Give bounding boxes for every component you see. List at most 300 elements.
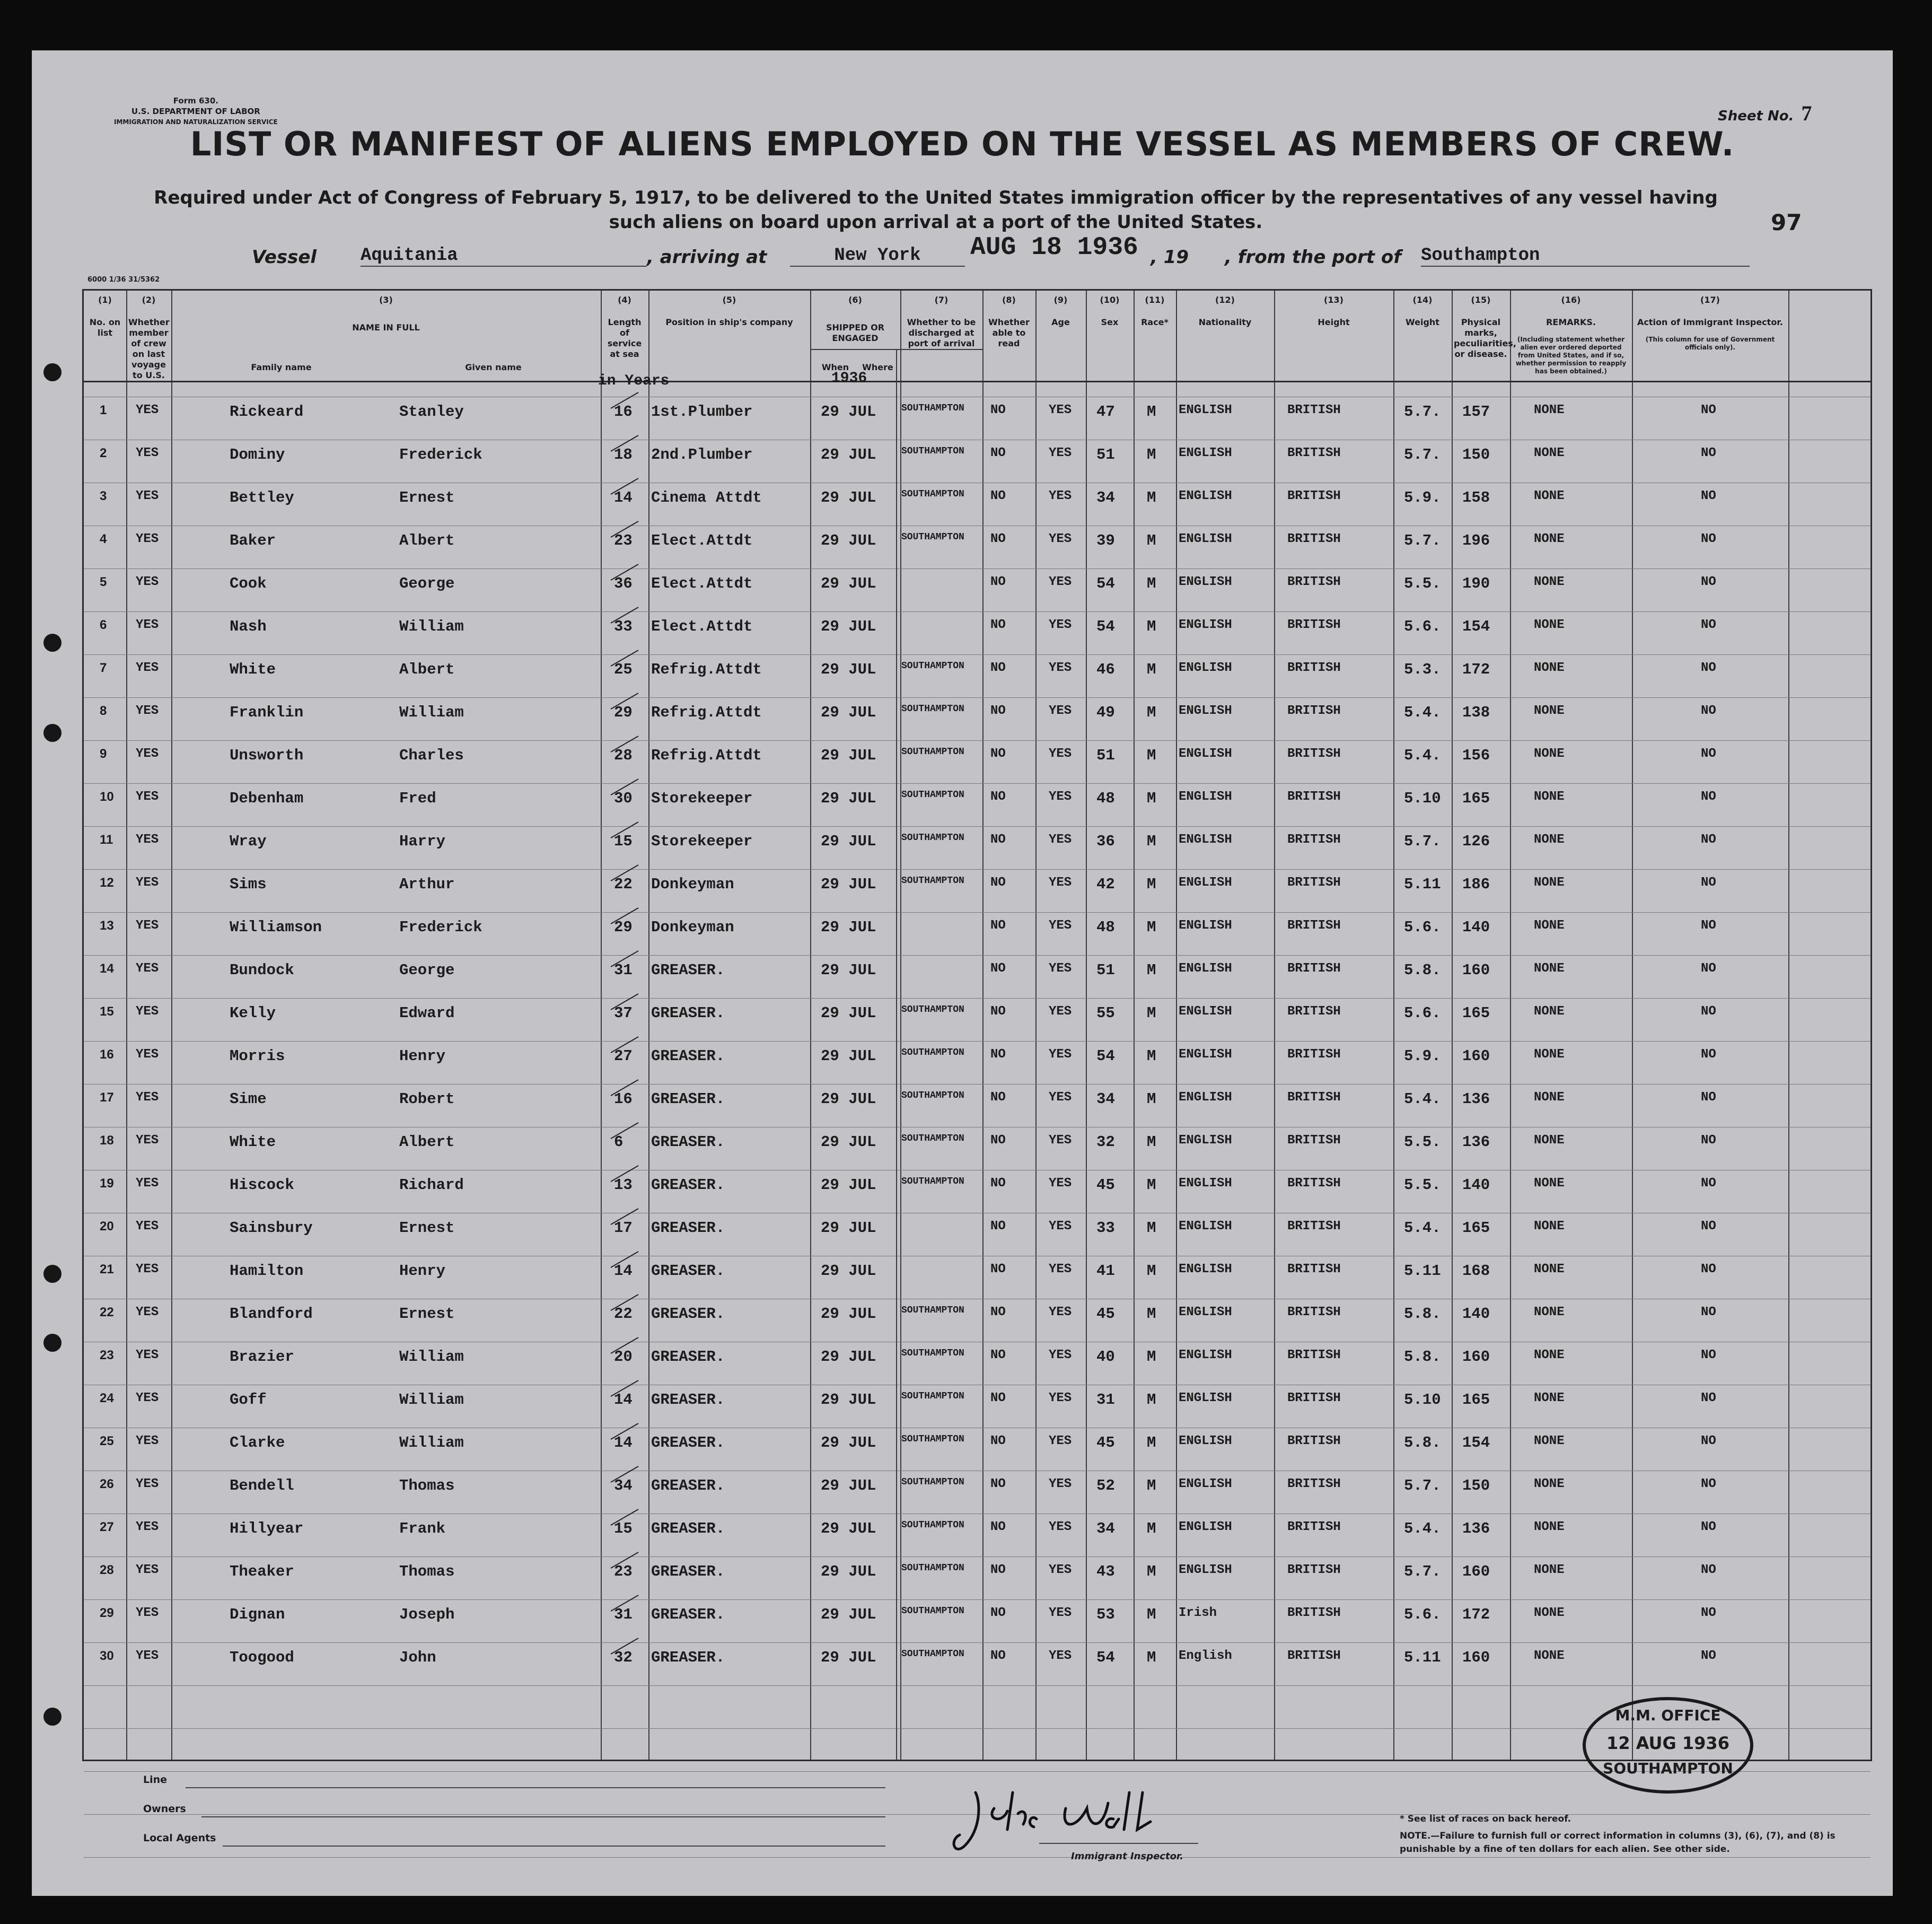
column-number: (11) bbox=[1145, 295, 1165, 305]
physical-marks: NONE bbox=[1534, 1176, 1565, 1191]
ship-position: GREASER. bbox=[651, 1649, 725, 1666]
age: 33 bbox=[1096, 1219, 1115, 1237]
column-number: (5) bbox=[722, 295, 736, 305]
family-name: Dignan bbox=[230, 1606, 285, 1623]
service-years: 30 bbox=[614, 790, 633, 807]
column-heading: Weight bbox=[1406, 317, 1439, 327]
ship-position: Cinema Attdt bbox=[651, 489, 762, 506]
shipped-when: 29 JUL bbox=[821, 1133, 876, 1151]
race: ENGLISH bbox=[1179, 833, 1232, 847]
race: ENGLISH bbox=[1179, 1090, 1232, 1105]
row-number: 25 bbox=[100, 1434, 114, 1448]
race: ENGLISH bbox=[1179, 1133, 1232, 1148]
physical-marks: NONE bbox=[1534, 919, 1565, 933]
weight: 154 bbox=[1462, 618, 1490, 635]
binder-hole bbox=[43, 363, 62, 381]
sex: M bbox=[1147, 1563, 1156, 1580]
given-name: John bbox=[399, 1649, 436, 1666]
discharged: NO bbox=[990, 1090, 1006, 1105]
discharged: NO bbox=[990, 618, 1006, 632]
header-rule bbox=[84, 381, 1870, 382]
family-name: Hillyear bbox=[230, 1520, 304, 1537]
binder-hole bbox=[43, 724, 62, 742]
race: ENGLISH bbox=[1179, 1004, 1232, 1019]
age: 34 bbox=[1096, 1520, 1115, 1537]
sex: M bbox=[1147, 1305, 1156, 1323]
shipped-when: 29 JUL bbox=[821, 1391, 876, 1409]
stamp-bottom-text: SOUTHAMPTON bbox=[1603, 1760, 1733, 1777]
column-rule bbox=[126, 291, 127, 1760]
age: 36 bbox=[1096, 833, 1115, 850]
height: 5.10 bbox=[1404, 1391, 1441, 1409]
race: ENGLISH bbox=[1179, 1305, 1232, 1319]
row-number: 30 bbox=[100, 1649, 114, 1663]
able-to-read: YES bbox=[1049, 1520, 1072, 1534]
row-rule bbox=[84, 912, 1870, 913]
row-number: 4 bbox=[100, 532, 107, 546]
able-to-read: YES bbox=[1049, 790, 1072, 804]
row-rule bbox=[84, 826, 1870, 827]
arriving-label: , arriving at bbox=[647, 247, 767, 268]
able-to-read: YES bbox=[1049, 1348, 1072, 1362]
physical-marks: NONE bbox=[1534, 1391, 1565, 1405]
weight: 165 bbox=[1462, 1219, 1490, 1237]
shipped-when: 29 JUL bbox=[821, 1434, 876, 1451]
discharged: NO bbox=[990, 1391, 1006, 1405]
race: ENGLISH bbox=[1179, 1391, 1232, 1405]
arrival-date-stamp: AUG 18 1936 bbox=[970, 233, 1138, 262]
able-to-read: YES bbox=[1049, 661, 1072, 675]
ship-position: GREASER. bbox=[651, 1391, 725, 1409]
height: 5.6. bbox=[1404, 1606, 1441, 1623]
nationality: BRITISH bbox=[1287, 1606, 1341, 1620]
last-voyage: YES bbox=[136, 618, 159, 632]
last-voyage: YES bbox=[136, 961, 159, 976]
shipped-where: SOUTHAMPTON bbox=[901, 1563, 964, 1573]
discharged: NO bbox=[990, 1133, 1006, 1148]
physical-marks: NONE bbox=[1534, 1434, 1565, 1448]
discharged: NO bbox=[990, 1520, 1006, 1534]
row-rule bbox=[84, 654, 1870, 655]
nationality: BRITISH bbox=[1287, 876, 1341, 890]
column-heading: Whether member of crew on last voyage to U.S. bbox=[128, 317, 170, 380]
ship-position: GREASER. bbox=[651, 1305, 725, 1323]
family-name: Nash bbox=[230, 618, 267, 635]
family-name: Goff bbox=[230, 1391, 267, 1409]
column-number: (17) bbox=[1700, 295, 1720, 305]
race: ENGLISH bbox=[1179, 1434, 1232, 1448]
family-name: Wray bbox=[230, 833, 267, 850]
column-subheading: Given name bbox=[465, 362, 522, 372]
column-note: (This column for use of Government officials only). bbox=[1645, 336, 1775, 351]
column-heading: Physical marks, peculiarities, or disease. bbox=[1454, 317, 1516, 359]
discharged: NO bbox=[990, 1348, 1006, 1362]
given-name: William bbox=[399, 618, 464, 635]
column-rule bbox=[171, 291, 172, 1760]
given-name: George bbox=[399, 575, 455, 592]
row-number: 24 bbox=[100, 1391, 114, 1405]
discharged: NO bbox=[990, 1434, 1006, 1448]
row-number: 19 bbox=[100, 1176, 114, 1191]
physical-marks: NONE bbox=[1534, 876, 1565, 890]
nationality: BRITISH bbox=[1287, 919, 1341, 933]
race: ENGLISH bbox=[1179, 919, 1232, 933]
last-voyage: YES bbox=[136, 1649, 159, 1663]
row-rule bbox=[84, 1556, 1870, 1557]
family-name: Unsworth bbox=[230, 747, 304, 764]
page-subtitle: Required under Act of Congress of February 5, 1917, to be delivered to the United States immigration officer by the representatives of any vessel having such aliens on board upon arrival at a port of the United States. bbox=[154, 187, 1718, 233]
service-years: 22 bbox=[614, 1305, 633, 1323]
race: ENGLISH bbox=[1179, 704, 1232, 718]
service-years: 23 bbox=[614, 1563, 633, 1580]
able-to-read: YES bbox=[1049, 1133, 1072, 1148]
given-name: William bbox=[399, 1348, 464, 1366]
remarks: NO bbox=[1701, 1133, 1716, 1148]
able-to-read: YES bbox=[1049, 1176, 1072, 1191]
shipped-when: 29 JUL bbox=[821, 1047, 876, 1065]
discharged: NO bbox=[990, 532, 1006, 546]
last-voyage: YES bbox=[136, 1219, 159, 1234]
shipped-when: 29 JUL bbox=[821, 919, 876, 936]
physical-marks: NONE bbox=[1534, 1219, 1565, 1234]
remarks: NO bbox=[1701, 575, 1716, 589]
column-number: (15) bbox=[1471, 295, 1491, 305]
shipped-when: 29 JUL bbox=[821, 790, 876, 807]
column-rule bbox=[1788, 291, 1789, 1760]
weight: 140 bbox=[1462, 1305, 1490, 1323]
ship-position: GREASER. bbox=[651, 1133, 725, 1151]
remarks: NO bbox=[1701, 833, 1716, 847]
column-number: (8) bbox=[1002, 295, 1016, 305]
row-number: 6 bbox=[100, 618, 107, 632]
discharged: NO bbox=[990, 790, 1006, 804]
family-name: Baker bbox=[230, 532, 276, 549]
weight: 154 bbox=[1462, 1434, 1490, 1451]
shipped-where: SOUTHAMPTON bbox=[901, 532, 964, 543]
column-number: (13) bbox=[1324, 295, 1343, 305]
able-to-read: YES bbox=[1049, 1477, 1072, 1491]
last-voyage: YES bbox=[136, 446, 159, 460]
remarks: NO bbox=[1701, 1649, 1716, 1663]
ship-position: GREASER. bbox=[651, 1348, 725, 1366]
sex: M bbox=[1147, 1391, 1156, 1409]
shipped-when: 29 JUL bbox=[821, 1004, 876, 1022]
height: 5.8. bbox=[1404, 1348, 1441, 1366]
able-to-read: YES bbox=[1049, 532, 1072, 546]
remarks: NO bbox=[1701, 1090, 1716, 1105]
shipped-where: SOUTHAMPTON bbox=[901, 1477, 964, 1488]
discharged: NO bbox=[990, 1606, 1006, 1620]
discharged: NO bbox=[990, 575, 1006, 589]
family-name: Clarke bbox=[230, 1434, 285, 1451]
nationality: BRITISH bbox=[1287, 1004, 1341, 1019]
age: 54 bbox=[1096, 1649, 1115, 1666]
sex: M bbox=[1147, 403, 1156, 421]
shipped-when: 29 JUL bbox=[821, 833, 876, 850]
sex: M bbox=[1147, 1090, 1156, 1108]
height: 5.9. bbox=[1404, 1047, 1441, 1065]
weight: 140 bbox=[1462, 919, 1490, 936]
column-number: (6) bbox=[848, 295, 862, 305]
race: ENGLISH bbox=[1179, 1477, 1232, 1491]
age: 45 bbox=[1096, 1305, 1115, 1323]
given-name: William bbox=[399, 1434, 464, 1451]
shipped-when: 29 JUL bbox=[821, 1606, 876, 1623]
given-name: Frederick bbox=[399, 446, 482, 463]
given-name: Albert bbox=[399, 532, 455, 549]
physical-marks: NONE bbox=[1534, 1563, 1565, 1577]
column-rule bbox=[1176, 291, 1177, 1760]
row-number: 18 bbox=[100, 1133, 114, 1148]
race: ENGLISH bbox=[1179, 1047, 1232, 1062]
remarks: NO bbox=[1701, 446, 1716, 460]
height: 5.8. bbox=[1404, 1305, 1441, 1323]
able-to-read: YES bbox=[1049, 1262, 1072, 1276]
race: ENGLISH bbox=[1179, 1563, 1232, 1577]
sheet-number-value: 7 bbox=[1801, 101, 1812, 125]
binder-hole bbox=[43, 1708, 62, 1726]
sex: M bbox=[1147, 747, 1156, 764]
able-to-read: YES bbox=[1049, 403, 1072, 417]
sex: M bbox=[1147, 575, 1156, 592]
stamp-top-text: M.M. OFFICE bbox=[1615, 1707, 1721, 1724]
age: 34 bbox=[1096, 489, 1115, 506]
last-voyage: YES bbox=[136, 532, 159, 546]
ship-position: Refrig.Attdt bbox=[651, 747, 762, 764]
family-name: Williamson bbox=[230, 919, 322, 936]
weight: 160 bbox=[1462, 1563, 1490, 1580]
discharged: NO bbox=[990, 961, 1006, 976]
column-number: (7) bbox=[934, 295, 949, 305]
nationality: BRITISH bbox=[1287, 532, 1341, 546]
last-voyage: YES bbox=[136, 919, 159, 933]
able-to-read: YES bbox=[1049, 1305, 1072, 1319]
row-number: 7 bbox=[100, 661, 107, 675]
column-subheading: Family name bbox=[251, 362, 312, 372]
sex: M bbox=[1147, 1004, 1156, 1022]
physical-marks: NONE bbox=[1534, 1262, 1565, 1276]
given-name: Ernest bbox=[399, 489, 455, 506]
nationality: BRITISH bbox=[1287, 1563, 1341, 1577]
ship-position: Donkeyman bbox=[651, 876, 734, 893]
column-number: (12) bbox=[1215, 295, 1235, 305]
shipped-when: 29 JUL bbox=[821, 1090, 876, 1108]
row-number: 20 bbox=[100, 1219, 114, 1234]
row-rule bbox=[84, 783, 1870, 784]
row-rule bbox=[84, 955, 1870, 956]
remarks: NO bbox=[1701, 1391, 1716, 1405]
column-heading: SHIPPED OR ENGAGED bbox=[826, 322, 885, 343]
weight: 136 bbox=[1462, 1520, 1490, 1537]
row-number: 16 bbox=[100, 1047, 114, 1062]
sex: M bbox=[1147, 661, 1156, 678]
column-rule bbox=[1035, 291, 1037, 1760]
row-number: 22 bbox=[100, 1305, 114, 1319]
family-name: Blandford bbox=[230, 1305, 313, 1323]
given-name: Charles bbox=[399, 747, 464, 764]
nationality: BRITISH bbox=[1287, 1090, 1341, 1105]
service-years: 15 bbox=[614, 833, 633, 850]
physical-marks: NONE bbox=[1534, 1477, 1565, 1491]
sex: M bbox=[1147, 1434, 1156, 1451]
race: ENGLISH bbox=[1179, 790, 1232, 804]
race: ENGLISH bbox=[1179, 446, 1232, 460]
height: 5.7. bbox=[1404, 403, 1441, 421]
page-title: LIST OR MANIFEST OF ALIENS EMPLOYED ON THE VESSEL AS MEMBERS OF CREW. bbox=[190, 125, 1735, 163]
family-name: Hiscock bbox=[230, 1176, 294, 1194]
height: 5.11 bbox=[1404, 1262, 1441, 1280]
height: 5.5. bbox=[1404, 1133, 1441, 1151]
remarks: NO bbox=[1701, 747, 1716, 761]
signature-line bbox=[1039, 1843, 1198, 1844]
shipped-when: 29 JUL bbox=[821, 747, 876, 764]
race: ENGLISH bbox=[1179, 1520, 1232, 1534]
able-to-read: YES bbox=[1049, 1391, 1072, 1405]
age: 41 bbox=[1096, 1262, 1115, 1280]
row-number: 13 bbox=[100, 919, 114, 933]
height: 5.7. bbox=[1404, 833, 1441, 850]
shipped-when: 29 JUL bbox=[821, 704, 876, 721]
physical-marks: NONE bbox=[1534, 446, 1565, 460]
height: 5.6. bbox=[1404, 1004, 1441, 1022]
race: ENGLISH bbox=[1179, 747, 1232, 761]
family-name: Sainsbury bbox=[230, 1219, 313, 1237]
family-name: Rickeard bbox=[230, 403, 304, 421]
sex: M bbox=[1147, 489, 1156, 506]
able-to-read: YES bbox=[1049, 1649, 1072, 1663]
physical-marks: NONE bbox=[1534, 833, 1565, 847]
column-rule bbox=[1393, 291, 1394, 1760]
row-rule bbox=[84, 1685, 1870, 1686]
service-years: 36 bbox=[614, 575, 633, 592]
race: ENGLISH bbox=[1179, 403, 1232, 417]
last-voyage: YES bbox=[136, 1606, 159, 1620]
row-rule bbox=[84, 869, 1870, 870]
ship-position: GREASER. bbox=[651, 1563, 725, 1580]
ship-position: Elect.Attdt bbox=[651, 618, 753, 635]
remarks: NO bbox=[1701, 876, 1716, 890]
race: ENGLISH bbox=[1179, 489, 1232, 503]
service-years: 14 bbox=[614, 489, 633, 506]
race: ENGLISH bbox=[1179, 876, 1232, 890]
race: ENGLISH bbox=[1179, 532, 1232, 546]
height: 5.3. bbox=[1404, 661, 1441, 678]
weight: 160 bbox=[1462, 961, 1490, 979]
service-years: 17 bbox=[614, 1219, 633, 1237]
column-heading: Nationality bbox=[1198, 317, 1252, 327]
last-voyage: YES bbox=[136, 704, 159, 718]
age: 49 bbox=[1096, 704, 1115, 721]
manifest-sheet bbox=[32, 50, 1893, 1896]
sex: M bbox=[1147, 1133, 1156, 1151]
race: ENGLISH bbox=[1179, 618, 1232, 632]
able-to-read: YES bbox=[1049, 575, 1072, 589]
column-heading: Race* bbox=[1141, 317, 1169, 327]
row-number: 9 bbox=[100, 747, 107, 761]
given-name: William bbox=[399, 1391, 464, 1409]
last-voyage: YES bbox=[136, 1133, 159, 1148]
service-years: 15 bbox=[614, 1520, 633, 1537]
column-number: (9) bbox=[1053, 295, 1068, 305]
shipped-where: SOUTHAMPTON bbox=[901, 446, 964, 457]
discharged: NO bbox=[990, 1262, 1006, 1276]
remarks: NO bbox=[1701, 1477, 1716, 1491]
race: ENGLISH bbox=[1179, 961, 1232, 976]
discharged: NO bbox=[990, 704, 1006, 718]
nationality: BRITISH bbox=[1287, 575, 1341, 589]
weight: 196 bbox=[1462, 532, 1490, 549]
given-name: Ernest bbox=[399, 1305, 455, 1323]
row-number: 2 bbox=[100, 446, 107, 460]
height: 5.4. bbox=[1404, 747, 1441, 764]
discharged: NO bbox=[990, 403, 1006, 417]
local-agents-label: Local Agents bbox=[143, 1832, 216, 1844]
last-voyage: YES bbox=[136, 1262, 159, 1276]
shipped-when: 29 JUL bbox=[821, 876, 876, 893]
remarks: NO bbox=[1701, 1520, 1716, 1534]
last-voyage: YES bbox=[136, 1004, 159, 1019]
able-to-read: YES bbox=[1049, 1219, 1072, 1234]
shipped-when: 29 JUL bbox=[821, 1477, 876, 1494]
sex: M bbox=[1147, 1649, 1156, 1666]
height: 5.6. bbox=[1404, 919, 1441, 936]
height: 5.4. bbox=[1404, 1520, 1441, 1537]
form-header bbox=[114, 95, 278, 127]
sex: M bbox=[1147, 446, 1156, 463]
age: 42 bbox=[1096, 876, 1115, 893]
row-number: 29 bbox=[100, 1606, 114, 1620]
sex: M bbox=[1147, 1477, 1156, 1494]
height: 5.8. bbox=[1404, 1434, 1441, 1451]
age: 40 bbox=[1096, 1348, 1115, 1366]
race: ENGLISH bbox=[1179, 1176, 1232, 1191]
binder-hole bbox=[43, 634, 62, 652]
shipped-where: SOUTHAMPTON bbox=[901, 1004, 964, 1015]
age: 52 bbox=[1096, 1477, 1115, 1494]
shipped-when: 29 JUL bbox=[821, 1348, 876, 1366]
family-name: Bundock bbox=[230, 961, 294, 979]
column-heading: NAME IN FULL bbox=[352, 322, 420, 333]
able-to-read: YES bbox=[1049, 1434, 1072, 1448]
sheet-number bbox=[1718, 101, 1812, 126]
age: 43 bbox=[1096, 1563, 1115, 1580]
last-voyage: YES bbox=[136, 790, 159, 804]
shipped-when: 29 JUL bbox=[821, 1520, 876, 1537]
given-name: Harry bbox=[399, 833, 446, 850]
shipped-where: SOUTHAMPTON bbox=[901, 704, 964, 714]
weight: 150 bbox=[1462, 1477, 1490, 1494]
line-field bbox=[186, 1787, 885, 1788]
family-name: White bbox=[230, 1133, 276, 1151]
row-rule bbox=[84, 611, 1870, 612]
remarks: NO bbox=[1701, 704, 1716, 718]
row-number: 28 bbox=[100, 1563, 114, 1577]
row-number: 5 bbox=[100, 575, 107, 589]
last-voyage: YES bbox=[136, 876, 159, 890]
physical-marks: NONE bbox=[1534, 489, 1565, 503]
column-heading: Age bbox=[1051, 317, 1070, 327]
ship-position: GREASER. bbox=[651, 1047, 725, 1065]
family-name: Sime bbox=[230, 1090, 267, 1108]
physical-marks: NONE bbox=[1534, 618, 1565, 632]
able-to-read: YES bbox=[1049, 446, 1072, 460]
sex: M bbox=[1147, 1606, 1156, 1623]
family-name: Morris bbox=[230, 1047, 285, 1065]
ship-position: Storekeeper bbox=[651, 833, 753, 850]
last-voyage: YES bbox=[136, 1348, 159, 1362]
remarks: NO bbox=[1701, 1047, 1716, 1062]
column-subheading: When bbox=[821, 362, 849, 372]
